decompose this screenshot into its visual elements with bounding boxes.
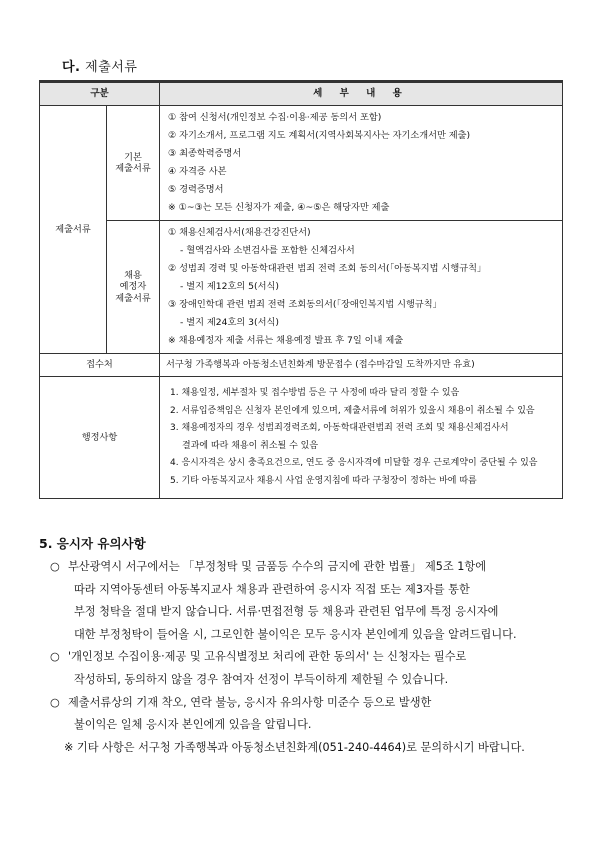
expected-label-line: 제출서류 — [115, 292, 151, 304]
list-item: 5. 기타 아동복지교사 채용시 사업 운영지침에 따라 구청장이 정하는 바에 따름 — [170, 475, 477, 486]
acceptance-row — [40, 354, 563, 377]
paragraph-line: 따라 지역아동센터 아동복지교사 채용과 관련하여 응시자 직접 또는 제3자를 통한 — [74, 582, 470, 596]
paragraph-line: 작성하되, 동의하지 않을 경우 참여자 선정이 부득이하게 제한될 수 있습니다. — [74, 672, 449, 686]
paragraph-line: 불이익은 일체 응시자 본인에게 있음을 알립니다. — [74, 718, 312, 732]
list-item: ① 참여 신청서(개인정보 수집·이용·제공 동의서 포함) — [168, 112, 382, 123]
list-item: 4. 응시자격은 상시 충족요건으로, 연도 중 응시자격에 미달할 경우 근로계약이 중단될 수 있음 — [170, 458, 538, 468]
list-note: ※ 채용예정자 제출 서류는 채용예정 발표 후 7일 이내 제출 — [168, 335, 404, 346]
paragraph-line — [50, 692, 570, 715]
list-item: ③ 최종학력증명서 — [168, 148, 242, 159]
expected-label-line: 예정자 — [119, 281, 147, 293]
paragraph-line — [50, 556, 570, 579]
bullet-icon: ○ — [50, 650, 60, 664]
list-item: ④ 자격증 사본 — [168, 166, 227, 177]
list-subitem: - 혈액검사와 소변검사를 포함한 신체검사서 — [180, 245, 355, 256]
list-subitem: - 별지 제24호의 3(서식) — [180, 317, 279, 328]
bullet-icon: ○ — [50, 560, 60, 573]
acceptance-text: 서구청 가족행복과 아동청소년친화계 방문접수 (접수마감일 도착까지만 유효) — [160, 354, 563, 377]
list-item: 3. 채용예정자의 경우 성범죄경력조회, 아동학대관련범죄 전력 조회 및 채용신체검사서 — [170, 423, 509, 433]
section-heading — [62, 56, 137, 75]
expected-documents-row — [40, 221, 563, 354]
acceptance-label: 접수처 — [40, 354, 160, 377]
expected-label-line: 채용 — [124, 269, 142, 281]
section-title: 제출서류 — [85, 60, 138, 75]
paragraph-text: 제출서류상의 기재 착오, 연락 불능, 응시자 유의사항 미준수 등으로 발생한 — [68, 695, 432, 709]
paragraph-line: 부정 청탁을 절대 받지 않습니다. 서류·면접전형 등 채용과 관련된 업무에 특정 응시자에 — [74, 605, 499, 619]
paragraph-text: 부산광역시 서구에서는 「부정청탁 및 금품등 수수의 금지에 관한 법률」 제5조 1항에 — [68, 560, 487, 573]
notes-row — [40, 377, 563, 499]
list-note: ※ ①~③는 모든 신청자가 제출, ④~⑤은 해당자만 제출 — [168, 202, 390, 213]
basic-label-cell — [107, 106, 160, 221]
expected-items-cell — [160, 221, 563, 354]
paragraph-text: '개인정보 수집이용·제공 및 고유식별정보 처리에 관한 동의서' 는 신청자는 필수로 — [68, 650, 467, 664]
list-item: ① 채용신체검사서(채용건강진단서) — [168, 227, 311, 238]
caution-list — [50, 556, 570, 759]
section5-title: 5. 응시자 유의사항 — [39, 536, 146, 551]
notes-items-cell — [160, 377, 563, 499]
list-item: 1. 채용일정, 세부절차 및 접수방법 등은 구 사정에 따라 달리 정할 수 있음 — [170, 388, 460, 398]
contact-footnote: ※ 기타 사항은 서구청 가족행복과 아동청소년친화계(051-240-4464)로 문의하시기 바랍니다. — [64, 740, 525, 754]
basic-label-line: 기본 — [124, 151, 142, 163]
basic-items-cell — [160, 106, 563, 221]
basic-label-line: 제출서류 — [115, 163, 151, 174]
notes-label: 행정사항 — [40, 377, 160, 499]
bullet-icon: ○ — [50, 695, 60, 709]
header-detail: 세 부 내 용 — [160, 82, 563, 106]
paragraph-line — [50, 646, 570, 669]
submission-documents-table — [39, 80, 563, 499]
table-header-row — [40, 82, 563, 106]
list-subitem: - 별지 제12호의 5(서식) — [180, 281, 279, 292]
list-item: ③ 장애인학대 관련 범죄 전력 조회동의서(「장애인복지법 시행규칙」 — [168, 299, 442, 310]
expected-label-cell — [107, 221, 160, 354]
group-label-cell — [40, 106, 107, 354]
basic-documents-row — [40, 106, 563, 221]
list-item-continuation: 결과에 따라 채용이 취소될 수 있음 — [182, 440, 319, 451]
list-item: ② 성범죄 경력 및 아동학대관련 범죄 전력 조회 동의서(「아동복지법 시행규칙」 — [168, 263, 487, 274]
list-item: ⑤ 경력증명서 — [168, 184, 224, 195]
group-label: 제출서류 — [55, 223, 91, 235]
paragraph-line: 대한 부정청탁이 들어올 시, 그로인한 불이익은 모두 응시자 본인에게 있음을 알려드립니다. — [74, 627, 517, 641]
header-category: 구분 — [40, 82, 160, 106]
list-item: 2. 서류입증책임은 신청자 본인에게 있으며, 제출서류에 허위가 있을시 채용이 취소될 수 있음 — [170, 405, 535, 416]
list-item: ② 자기소개서, 프로그램 지도 계획서(지역사회복지사는 자기소개서만 제출) — [168, 130, 471, 141]
section-marker: 다. — [62, 60, 81, 75]
